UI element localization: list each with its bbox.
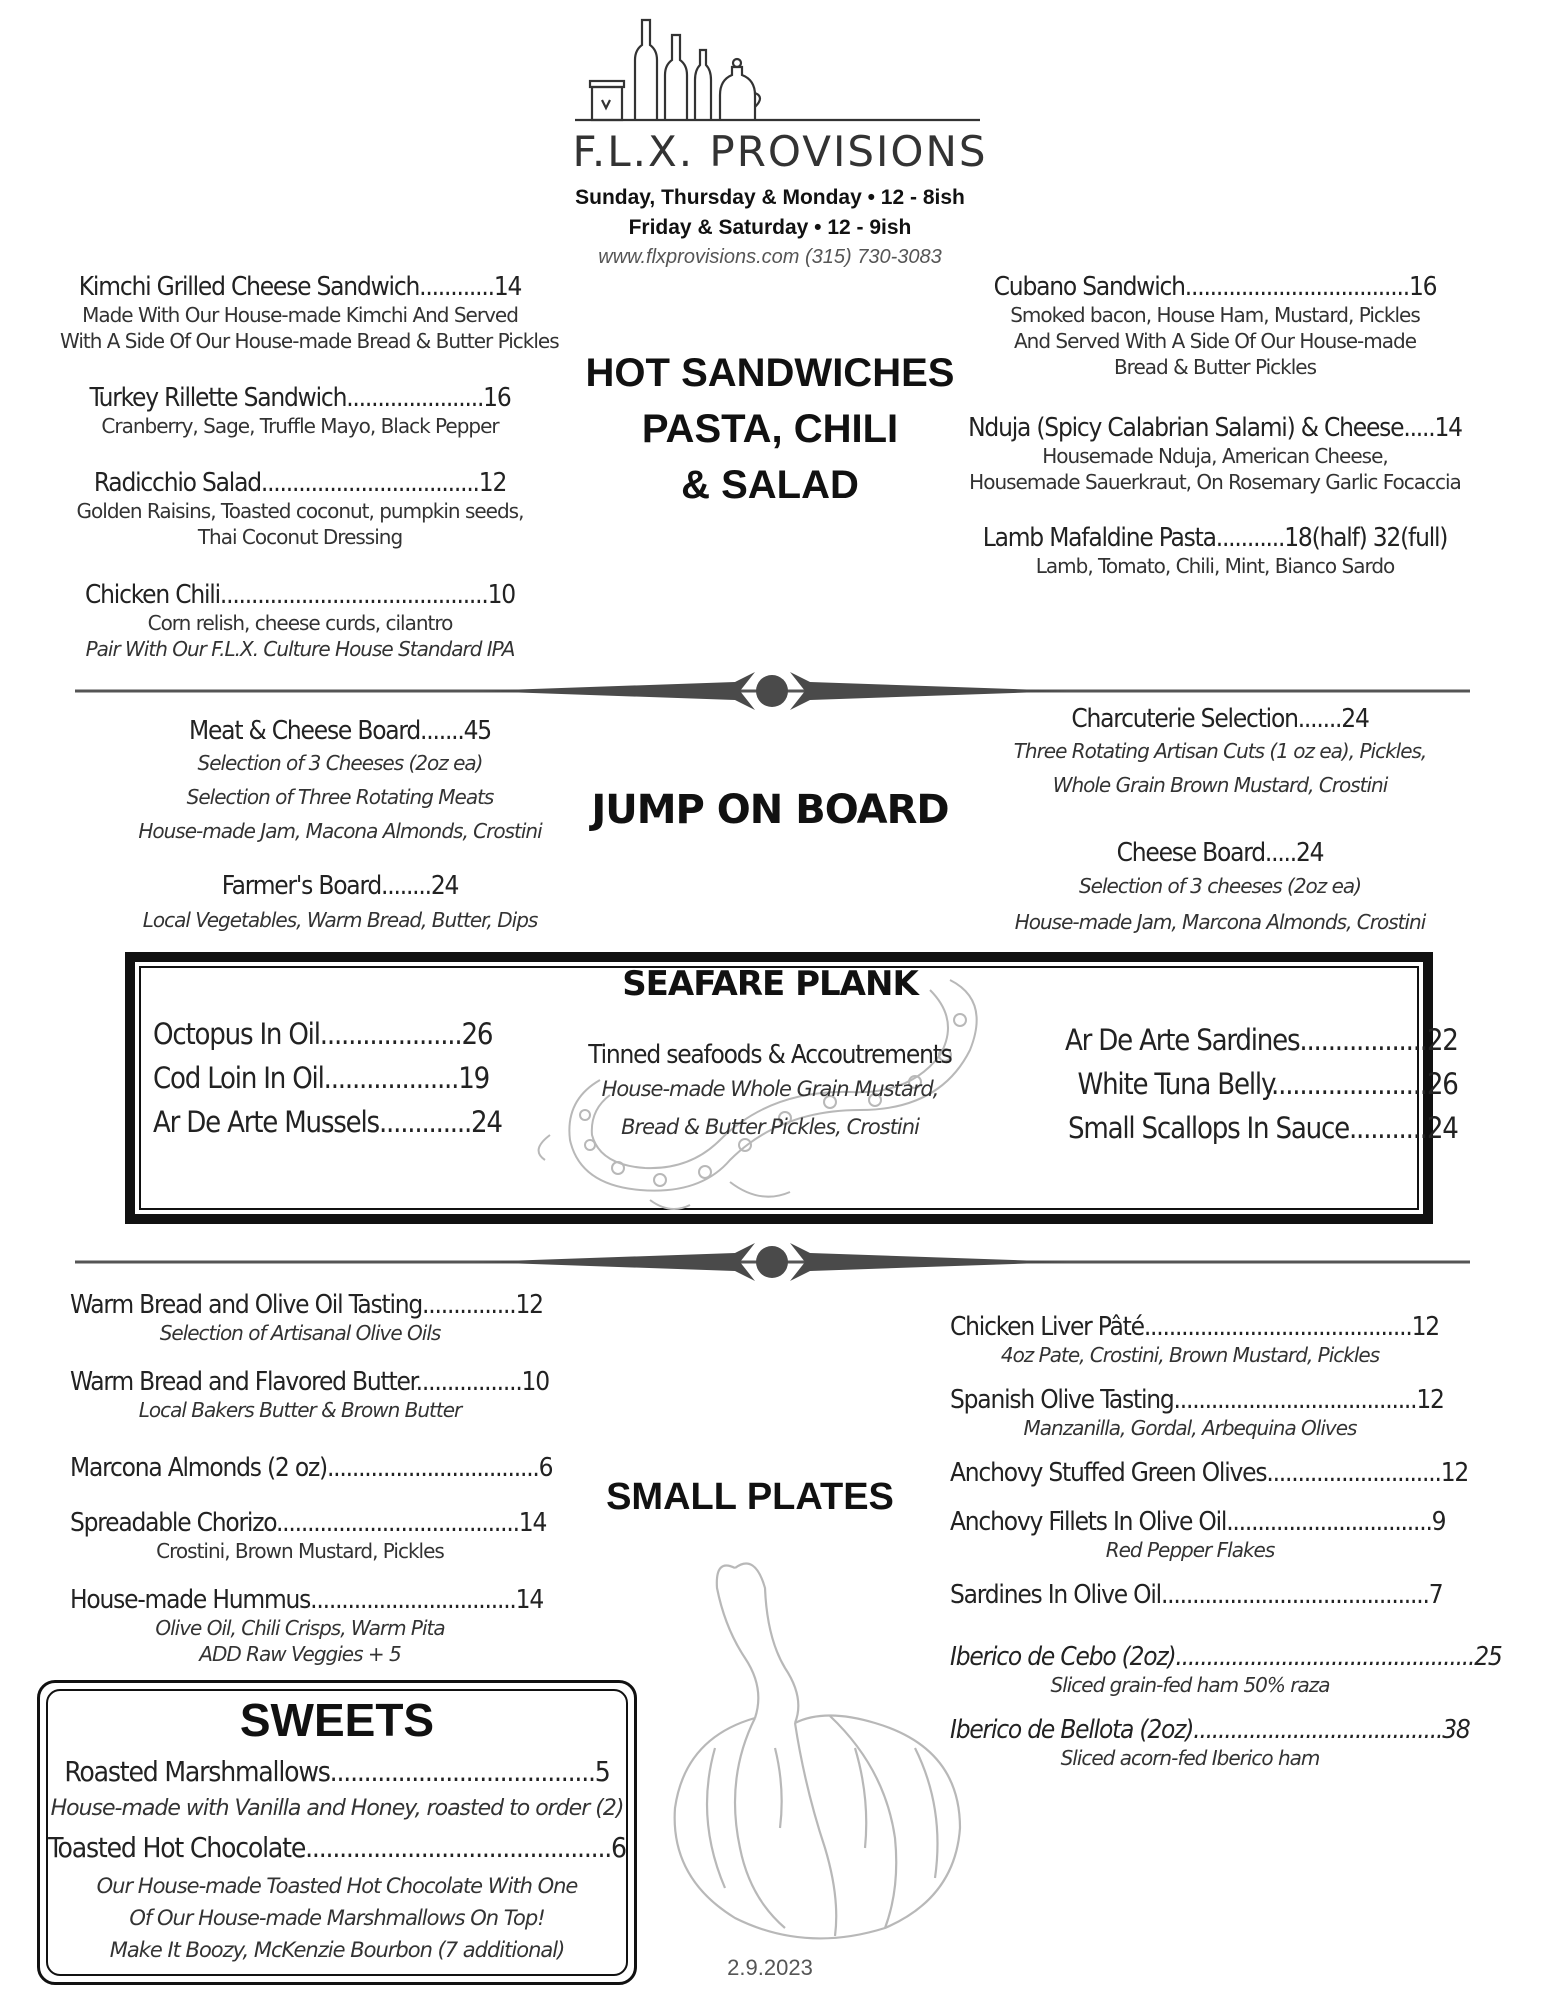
brand-name: F.L.X. PROVISIONS [572, 127, 988, 176]
boards-heading: JUMP ON BOARD [591, 787, 949, 833]
menu-item: Anchovy Fillets In Olive Oil.................................9 Red Pepper Flakes [950, 1507, 1446, 1562]
menu-item: Cubano Sandwich....................................16 Smoked bacon, House Ham, Mustard, Pickles And Served With A Side Of Our House-made Bread & Butter Pickles [993, 272, 1437, 379]
menu-item: Nduja (Spicy Calabrian Salami) & Cheese.....14 Housemade Nduja, American Cheese, Housemade Sauerkraut, On Rosemary Garlic Focaccia [968, 413, 1462, 494]
small-plates-heading: SMALL PLATES [606, 1476, 894, 1518]
garlic-icon [655, 1548, 985, 1953]
menu-item: Roasted Marshmallows.......................................5 House-made with Vanilla and Honey, roasted to order (2) Toasted Hot Chocolate.............................................6 Our House-made Toasted Hot Chocolate With One Of Our House-made Marshmallows On Top! Make It Boozy, McKenzie Bourbon (7 additional) [48, 1755, 626, 1962]
hours-line-2: Friday & Saturday • 12 - 9ish [628, 216, 912, 239]
menu-item: Spreadable Chorizo.......................................14 Crostini, Brown Mustard, Pickles [70, 1508, 547, 1563]
hot-sandwiches-heading: HOT SANDWICHES PASTA, CHILI & SALAD [585, 351, 955, 507]
menu-item: Turkey Rillette Sandwich......................16 Cranberry, Sage, Truffle Mayo, Black Pepper [89, 383, 511, 438]
menu-date: 2.9.2023 [727, 1955, 813, 1980]
menu-item: Spanish Olive Tasting.......................................12 Manzanilla, Gordal, Arbequina Olives [950, 1385, 1444, 1440]
sweets-heading: SWEETS [239, 1694, 435, 1746]
menu-item: Warm Bread and Olive Oil Tasting...............12 Selection of Artisanal Olive Oils [70, 1290, 543, 1345]
contact-info: www.flxprovisions.com (315) 730-3083 [598, 246, 942, 268]
menu-item: Anchovy Stuffed Green Olives............................12 [950, 1458, 1469, 1488]
menu-item: Warm Bread and Flavored Butter.................10 Local Bakers Butter & Brown Butter [70, 1367, 549, 1422]
menu-item: Chicken Liver Pâté...........................................12 4oz Pate, Crostini, Brown Mustard, Pickles [950, 1312, 1439, 1367]
menu-item: House-made Hummus.................................14 Olive Oil, Chili Crisps, Warm Pita ADD Raw Veggies + 5 [70, 1585, 544, 1666]
hours-line-1: Sunday, Thursday & Monday • 12 - 8ish [575, 186, 965, 209]
menu-item: Kimchi Grilled Cheese Sandwich............14 Made With Our House-made Kimchi And Served With A Side Of Our House-made Bread & Butter Pickles [60, 272, 559, 353]
ornamental-divider [75, 1239, 1470, 1285]
menu-item: Marcona Almonds (2 oz)..................................6 [70, 1453, 553, 1483]
menu-item: Chicken Chili...........................................10 Corn relish, cheese curds, cilantro Pair With Our F.L.X. Culture House Standard IPA [85, 580, 515, 661]
menu-item: Iberico de Bellota (2oz)........................................38 Sliced acorn-fed Iberico ham [950, 1715, 1470, 1770]
menu-item: Lamb Mafaldine Pasta...........18(half) 32(full) Lamb, Tomato, Chili, Mint, Bianco Sardo [982, 523, 1448, 578]
menu-item: Iberico de Cebo (2oz)................................................25 Sliced grain-fed ham 50% raza [950, 1642, 1502, 1697]
seafare-right-list: Ar De Arte Sardines..................22 White Tuna Belly......................26 Small Scallops In Sauce...........24 [1065, 1023, 1458, 1145]
menu-item: Radicchio Salad...................................12 Golden Raisins, Toasted coconut, pumpkin seeds, Thai Coconut Dressing [76, 468, 524, 549]
seafare-center-note: Tinned seafoods & Accoutrements House-made Whole Grain Mustard, Bread & Butter Pickles, Crostini [588, 1040, 952, 1139]
menu-item: Meat & Cheese Board.......45 Selection of 3 Cheeses (2oz ea) Selection of Three Rotating Meats House-made Jam, Macona Almonds, Crostini [138, 716, 542, 843]
menu-item: Cheese Board.....24 Selection of 3 cheeses (2oz ea) House-made Jam, Marcona Almonds, Crostini [1014, 838, 1426, 934]
bottles-skyline-icon [560, 15, 1000, 135]
menu-item: Charcuterie Selection.......24 Three Rotating Artisan Cuts (1 oz ea), Pickles, Whole Grain Brown Mustard, Crostini [1013, 704, 1427, 797]
logo [560, 15, 1000, 175]
menu-item: Farmer's Board........24 Local Vegetables, Warm Bread, Butter, Dips [142, 871, 538, 932]
menu-item: Sardines In Olive Oil...........................................7 [950, 1580, 1443, 1610]
seafare-heading: SEAFARE PLANK [622, 964, 918, 1004]
seafare-left-list: Octopus In Oil....................26 Cod Loin In Oil...................19 Ar De Arte Mussels.............24 [153, 1017, 502, 1139]
